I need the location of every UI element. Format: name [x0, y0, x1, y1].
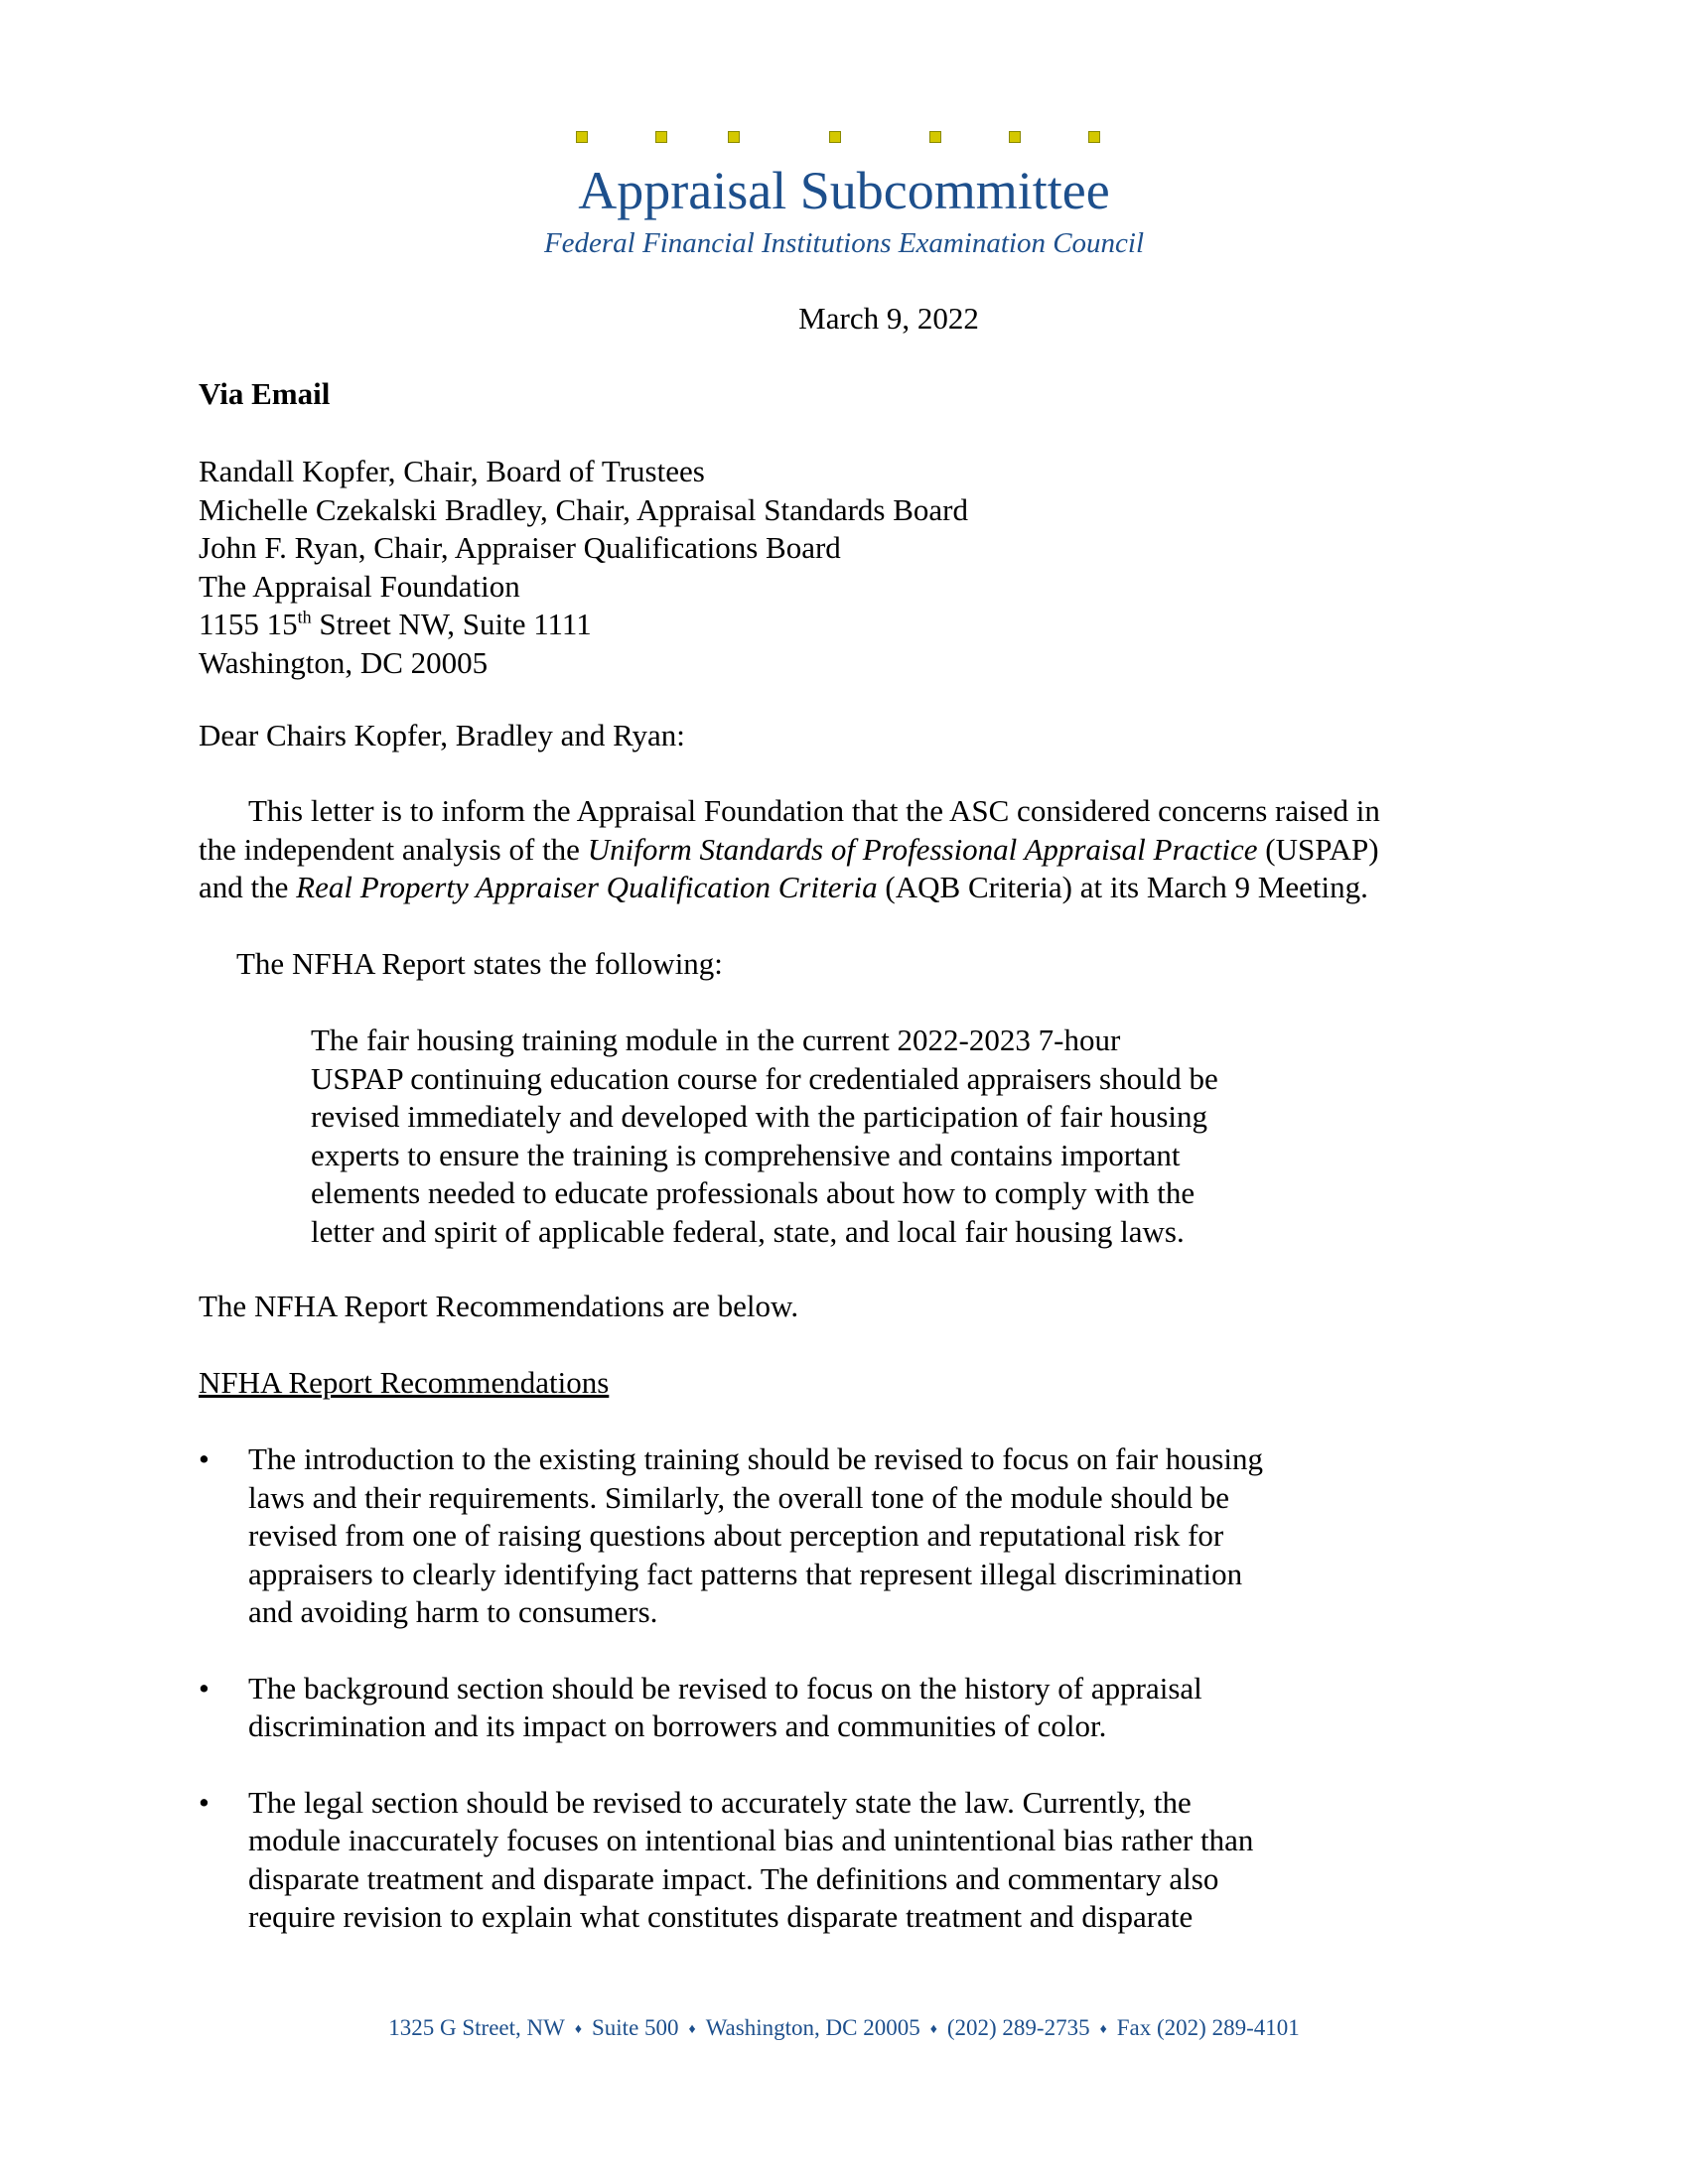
footer-address: 1325 G Street, NW — [388, 2015, 565, 2040]
address-line — [199, 606, 968, 644]
quote-line: USPAP continuing education course for credentialed appraisers should be — [311, 1060, 1218, 1096]
decorative-square-icon — [576, 131, 588, 143]
street-number: 1155 15 — [199, 607, 298, 641]
list-item-line: appraisers to clearly identifying fact patterns that represent illegal discrimination — [248, 1556, 1243, 1591]
text-span: the independent analysis of the — [199, 831, 588, 867]
diamond-separator-icon: ♦ — [688, 2021, 696, 2037]
list-item-line: disparate treatment and disparate impact. The definitions and commentary also — [248, 1860, 1219, 1896]
diamond-separator-icon: ♦ — [1099, 2021, 1107, 2037]
address-line: John F. Ryan, Chair, Appraiser Qualifications Board — [199, 530, 841, 565]
intro-paragraph — [199, 792, 1489, 907]
letterhead-dots — [576, 131, 1112, 145]
decorative-square-icon — [1009, 131, 1021, 143]
ordinal-suffix: th — [297, 607, 312, 627]
bullet-icon: • — [199, 1784, 210, 1820]
quote-line: revised immediately and developed with the participation of fair housing — [311, 1099, 1208, 1134]
street-rest: Street NW, Suite 1111 — [311, 607, 592, 641]
list-item-line: The legal section should be revised to accurately state the law. Currently, the — [248, 1784, 1192, 1820]
decorative-square-icon — [929, 131, 941, 143]
list-item-line: module inaccurately focuses on intentional bias and unintentional bias rather than — [248, 1823, 1254, 1857]
letterhead-subtitle: Federal Financial Institutions Examination Council — [543, 227, 1145, 259]
recommendations-intro: The NFHA Report Recommendations are below. — [199, 1289, 799, 1323]
recommendations-heading: NFHA Report Recommendations — [199, 1365, 610, 1400]
list-item — [199, 1784, 1489, 1937]
footer-city: Washington, DC 20005 — [705, 2015, 920, 2040]
address-line: The Appraisal Foundation — [199, 568, 520, 604]
list-item-line: and avoiding harm to consumers. — [248, 1594, 658, 1629]
footer-suite: Suite 500 — [592, 2015, 679, 2040]
recommendations-list — [199, 1440, 1489, 1975]
block-quote — [311, 1022, 1304, 1251]
decorative-square-icon — [728, 131, 740, 143]
uspap-title: Uniform Standards of Professional Appraisal Practice — [587, 831, 1258, 867]
list-item-line: discrimination and its impact on borrowers and communities of color. — [248, 1708, 1107, 1743]
bullet-icon: • — [199, 1441, 210, 1476]
quote-line: experts to ensure the training is comprehensive and contains important — [311, 1137, 1181, 1172]
text-span: (AQB Criteria) at its March 9 Meeting. — [877, 870, 1368, 904]
letterhead-title: Appraisal Subcommittee — [578, 161, 1110, 220]
address-line: Michelle Czekalski Bradley, Chair, Appraisal Standards Board — [199, 491, 968, 527]
list-item-line: The background section should be revised to focus on the history of appraisal — [248, 1670, 1202, 1706]
list-item-line: require revision to explain what constitutes disparate treatment and disparate — [248, 1899, 1194, 1934]
quote-line: The fair housing training module in the current 2022-2023 7-hour — [311, 1023, 1121, 1057]
paragraph-line — [199, 869, 1489, 907]
paragraph-line: This letter is to inform the Appraisal Foundation that the ASC considered concerns raised in — [248, 793, 1380, 828]
salutation: Dear Chairs Kopfer, Bradley and Ryan: — [199, 718, 685, 752]
quote-line: elements needed to educate professionals about how to comply with the — [311, 1175, 1196, 1210]
list-item-line: laws and their requirements. Similarly, the overall tone of the module should be — [248, 1479, 1230, 1515]
delivery-method: Via Email — [199, 376, 331, 411]
text-span: and the — [199, 870, 297, 904]
letterhead-footer — [0, 2015, 1688, 2041]
list-item — [199, 1670, 1489, 1746]
list-item-line: revised from one of raising questions about perception and reputational risk for — [248, 1518, 1224, 1553]
bullet-icon: • — [199, 1670, 210, 1706]
diamond-separator-icon: ♦ — [929, 2021, 937, 2037]
decorative-square-icon — [829, 131, 841, 143]
paragraph-line — [199, 831, 1489, 870]
aqb-criteria-title: Real Property Appraiser Qualification Criteria — [296, 870, 878, 904]
address-line: Washington, DC 20005 — [199, 644, 489, 680]
letter-date: March 9, 2022 — [798, 301, 979, 336]
decorative-square-icon — [655, 131, 667, 143]
text-span: (USPAP) — [1257, 831, 1379, 867]
list-item — [199, 1440, 1489, 1632]
address-line: Randall Kopfer, Chair, Board of Trustees — [199, 454, 705, 488]
footer-fax: Fax (202) 289-4101 — [1116, 2015, 1300, 2040]
recipient-address — [199, 453, 968, 682]
footer-phone: (202) 289-2735 — [946, 2015, 1090, 2040]
report-states-line: The NFHA Report states the following: — [236, 946, 723, 981]
quote-line: letter and spirit of applicable federal, state, and local fair housing laws. — [311, 1213, 1185, 1249]
diamond-separator-icon: ♦ — [574, 2021, 582, 2037]
list-item-line: The introduction to the existing training should be revised to focus on fair housing — [248, 1441, 1263, 1476]
decorative-square-icon — [1088, 131, 1100, 143]
